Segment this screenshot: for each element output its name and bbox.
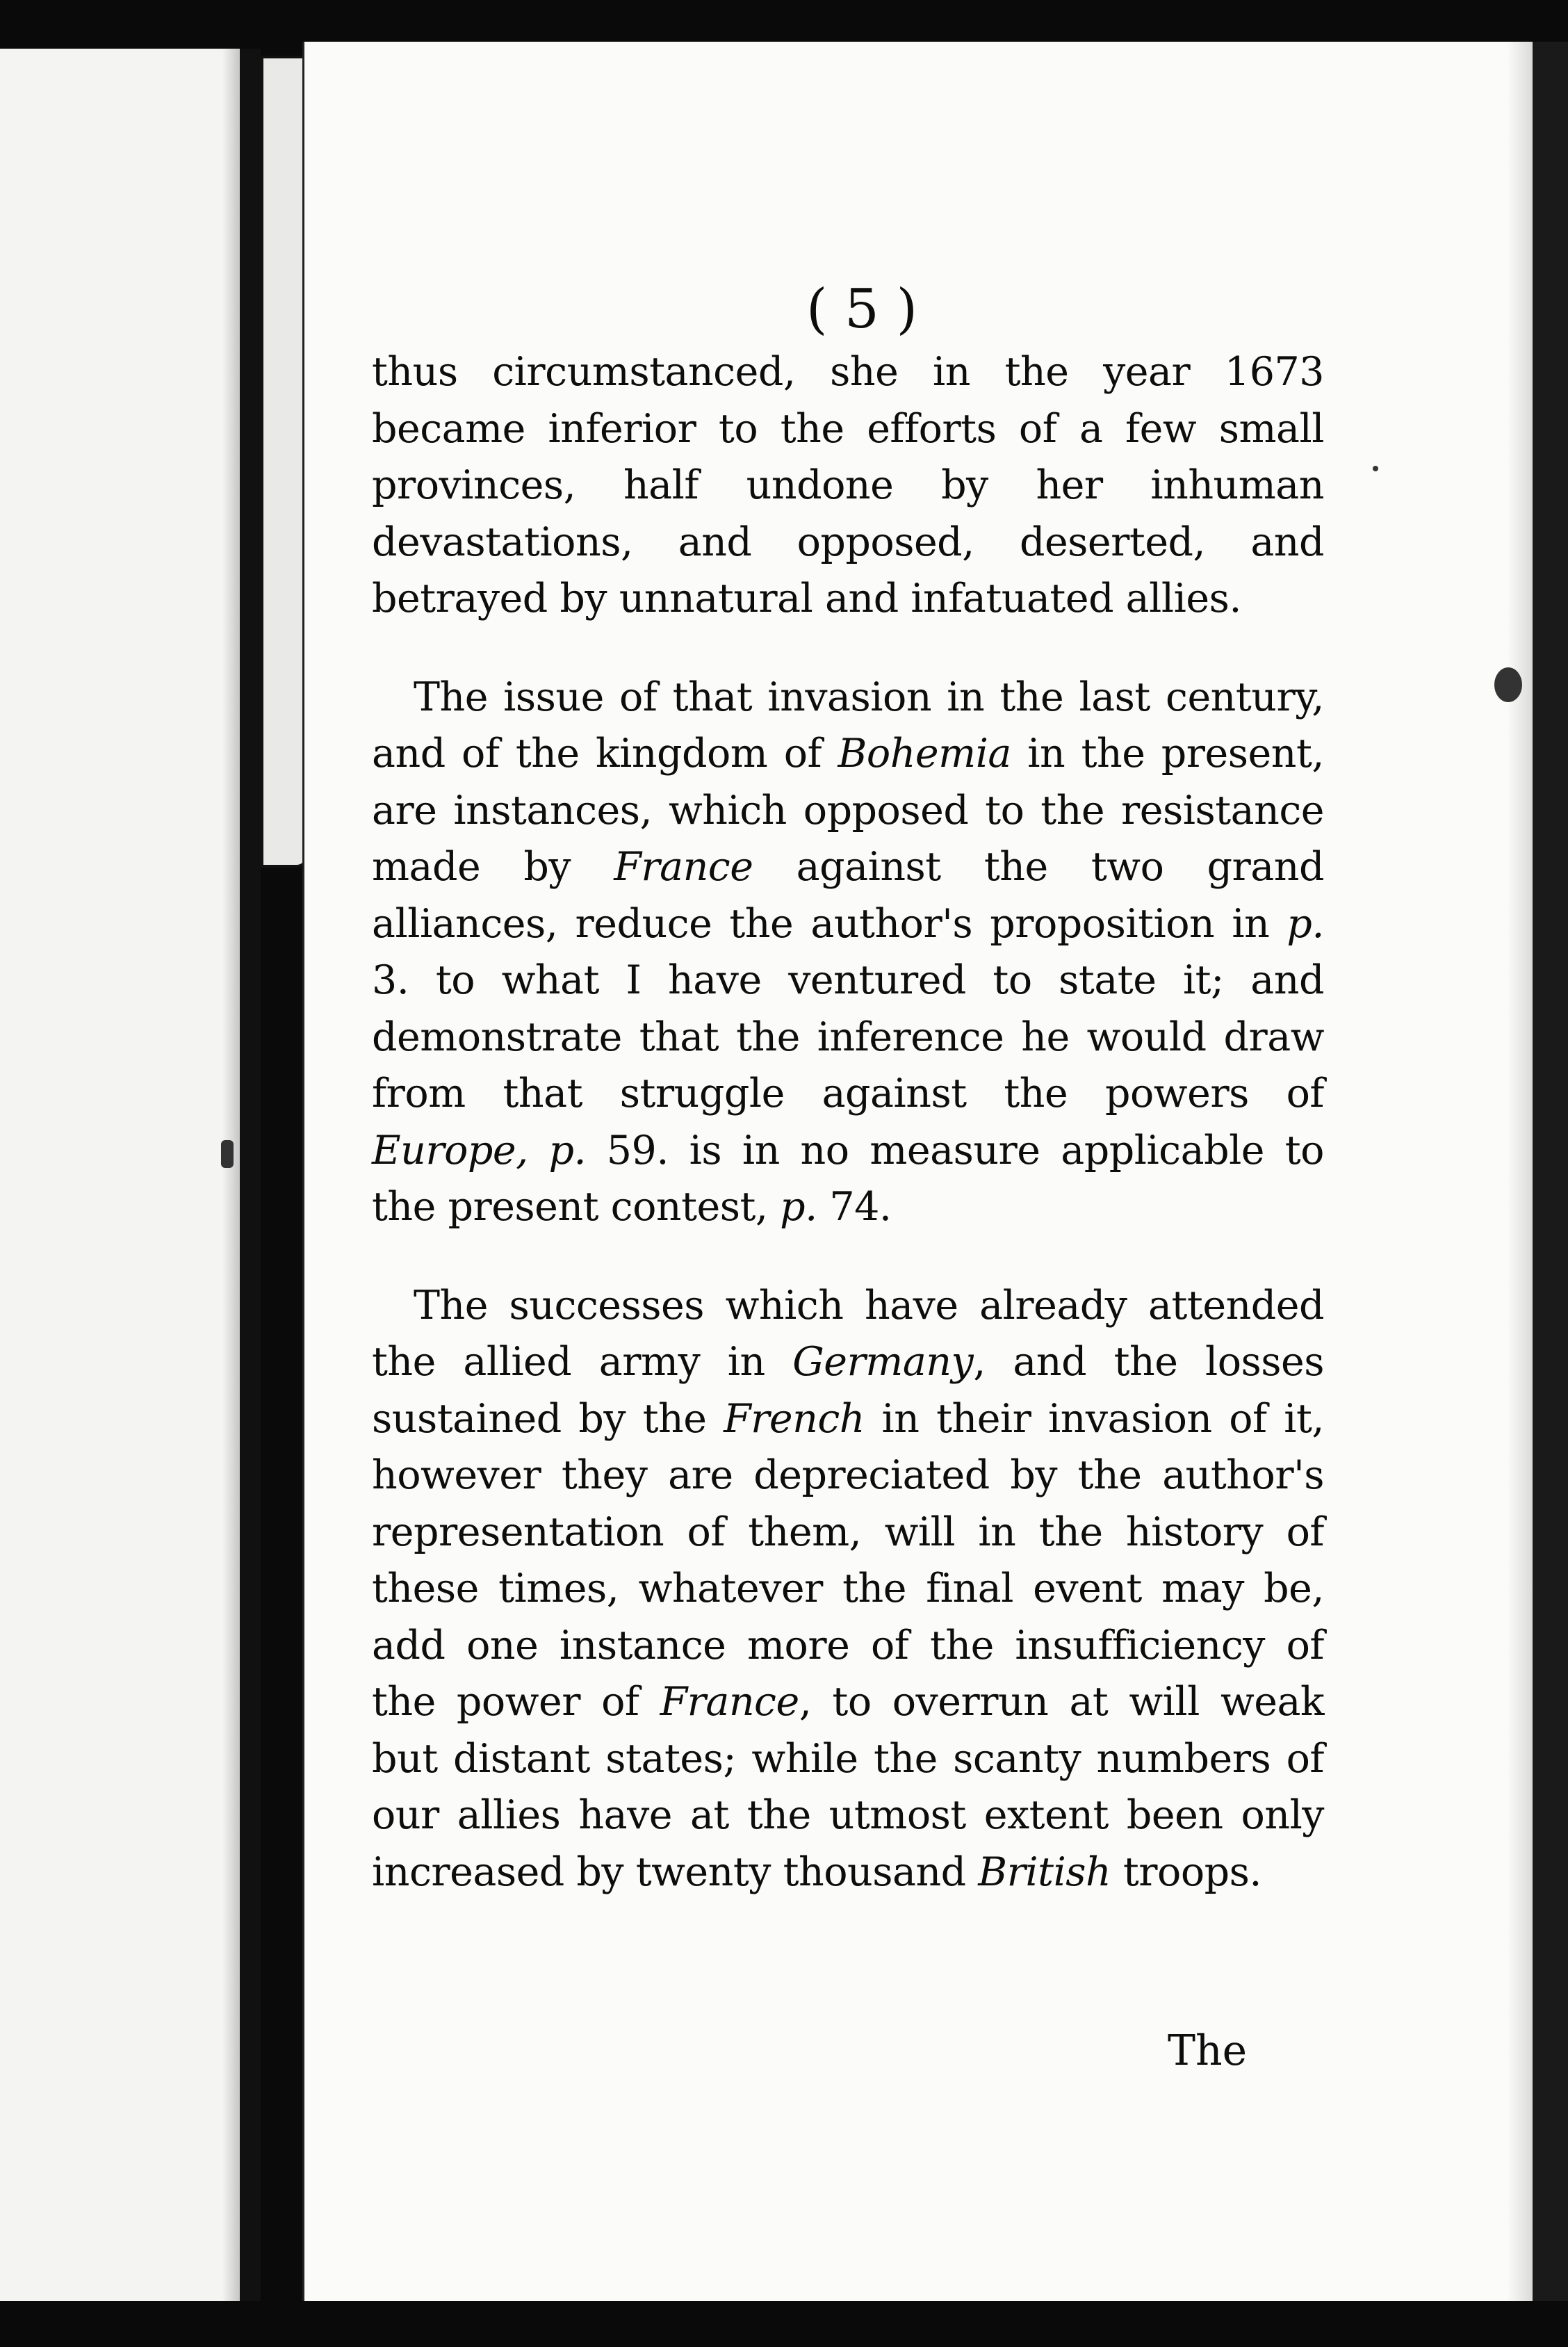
text-run: thus circumstanced, she in the year 1673 became inferior to the efforts of a few small provinces, half undone by her inhuman devastations, and opposed, deserted, and betrayed by unnatural and infatuated allies. — [372, 349, 1324, 622]
paragraph-2 — [372, 669, 1324, 1236]
paper-tab-strip — [261, 56, 308, 868]
left-page-edge — [0, 49, 240, 2301]
italic-text-run: France — [614, 844, 753, 890]
text-run: 3. to what I have ventured to state it; and demonstrate that the inference he would draw from that struggle against the powers of — [372, 957, 1324, 1116]
paragraph-1 — [372, 344, 1324, 628]
text-run: troops. — [1111, 1849, 1262, 1895]
text-run: against the two grand alliances, reduce the author's proposition in — [372, 844, 1324, 947]
text-run: , and the losses sustained by the — [372, 1339, 1324, 1442]
right-page-edge — [1533, 42, 1568, 2301]
italic-text-run: France — [660, 1679, 799, 1725]
text-run: The issue of that invasion in the last century, and of the kingdom of — [372, 674, 1324, 777]
text-run: The successes which have already attended the allied army in — [372, 1282, 1324, 1385]
catchword: The — [1168, 2027, 1248, 2075]
text-run: in their invasion of it, however they are depreciated by the author's representation of them, will in the history of these times, whatever the final event may be, add one instance more of the insufficiency of the power of — [372, 1395, 1324, 1725]
italic-text-run: Europe, p. — [372, 1127, 587, 1174]
italic-text-run: Bohemia — [838, 731, 1011, 777]
page-text — [372, 275, 1324, 1901]
text-run: in the present, are instances, which opposed to the resistance made by — [372, 731, 1324, 890]
italic-text-run: British — [978, 1849, 1111, 1895]
book-gutter — [240, 49, 261, 2301]
italic-text-run: Germany — [792, 1339, 974, 1385]
italic-text-run: p. — [780, 1184, 817, 1230]
paragraph-3 — [372, 1278, 1324, 1901]
page-number: ( 5 ) — [806, 278, 918, 341]
text-run: 74. — [817, 1184, 892, 1230]
italic-text-run: p. — [1287, 900, 1324, 947]
italic-text-run: French — [724, 1395, 865, 1442]
text-run: , to overrun at will weak but distant states; while the scanty numbers of our allies have at the utmost extent been only increased by twenty thousand — [372, 1679, 1324, 1895]
text-run: 59. is in no measure applicable to the present contest, — [372, 1127, 1324, 1230]
ink-speck — [221, 1140, 234, 1168]
ink-speck — [1373, 466, 1378, 471]
ink-speck — [1494, 667, 1522, 702]
